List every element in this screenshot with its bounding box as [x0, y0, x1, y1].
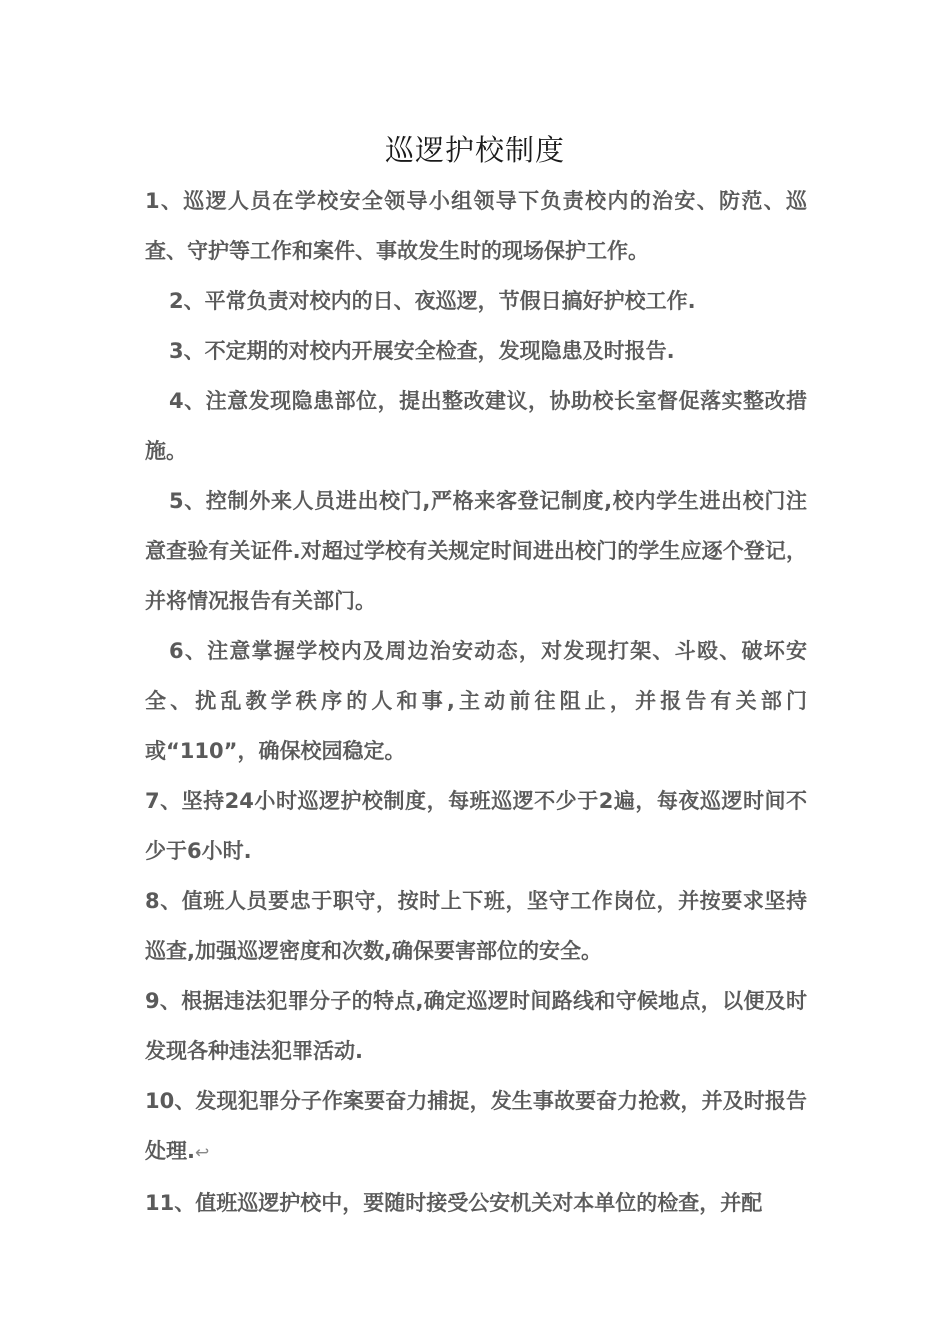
paragraph-3: 3、不定期的对校内开展安全检查，发现隐患及时报告. — [169, 339, 675, 363]
document-body — [145, 176, 807, 1228]
paragraph-1: 1、巡逻人员在学校安全领导小组领导下负责校内的治安、防范、巡查、守护等工作和案件、事故发生时的现场保护工作。 — [145, 189, 807, 263]
paragraph-8: 8、值班人员要忠于职守，按时上下班，坚守工作岗位，并按要求坚持巡查,加强巡逻密度和次数,确保要害部位的安全。 — [145, 889, 807, 963]
document-title: 巡逻护校制度 — [384, 133, 565, 167]
paragraph-4: 4、注意发现隐患部位，提出整改建议，协助校长室督促落实整改措施。 — [145, 389, 807, 463]
paragraph-2: 2、平常负责对校内的日、夜巡逻，节假日搞好护校工作. — [169, 289, 696, 313]
paragraph-10-text: 10、发现犯罪分子作案要奋力捕捉，发生事故要奋力抢救，并及时报告处理. — [145, 1089, 807, 1163]
paragraph-5: 5、控制外来人员进出校门,严格来客登记制度,校内学生进出校门注意查验有关证件.对超过学校有关规定时间进出校门的学生应逐个登记，并将情况报告有关部门。 — [145, 489, 807, 613]
paragraph-return-icon: ↩ — [194, 1143, 210, 1163]
paragraph-11: 11、值班巡逻护校中，要随时接受公安机关对本单位的检查，并配 — [145, 1191, 763, 1215]
paragraph-9: 9、根据违法犯罪分子的特点,确定巡逻时间路线和守候地点，以便及时发现各种违法犯罪活动. — [145, 989, 807, 1063]
paragraph-7: 7、坚持24小时巡逻护校制度，每班巡逻不少于2遍，每夜巡逻时间不少于6小时. — [145, 789, 807, 863]
paragraph-6: 6、注意掌握学校内及周边治安动态，对发现打架、斗殴、破坏安全、扰乱教学秩序的人和事,主动前往阻止，并报告有关部门或“110”，确保校园稳定。 — [145, 639, 807, 763]
paragraph-10 — [145, 1076, 807, 1178]
